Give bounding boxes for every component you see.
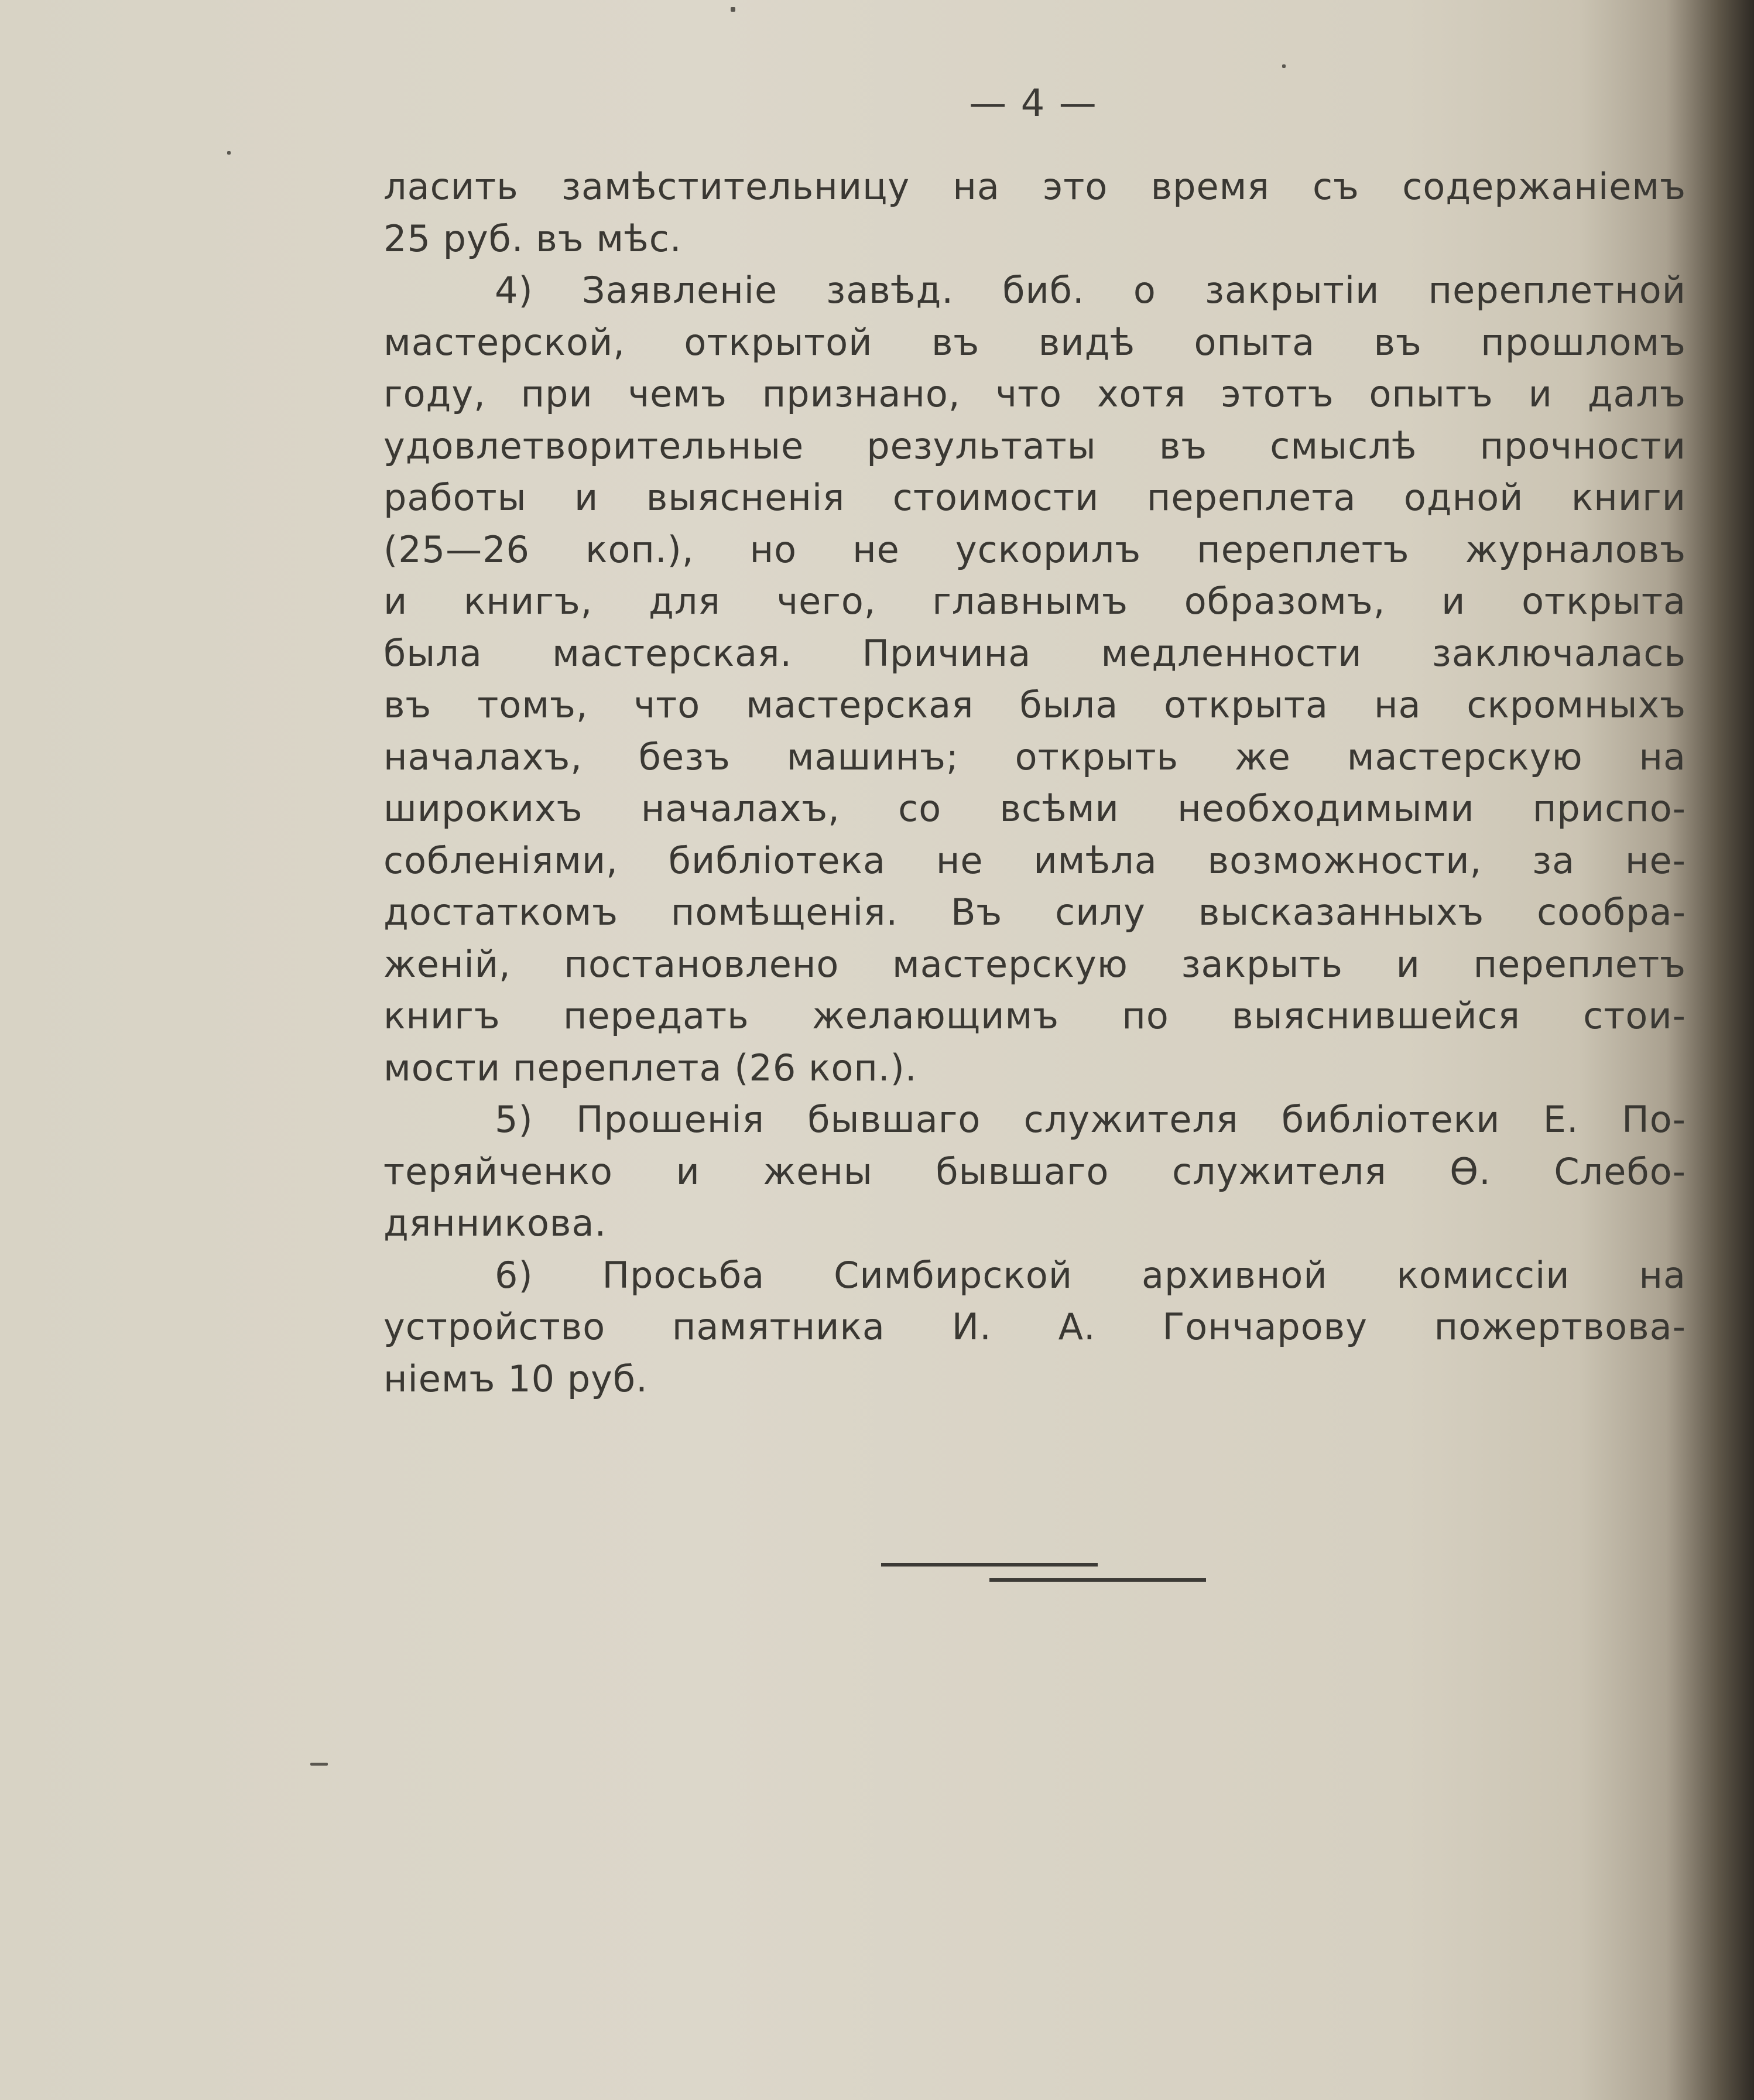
text-line: удовлетворительные результаты въ смыслѣ прочности bbox=[383, 424, 1686, 467]
text-line: (25—26 коп.), но не ускорилъ переплетъ журналовъ bbox=[383, 528, 1686, 571]
text-line: началахъ, безъ машинъ; открыть же мастерскую на bbox=[383, 735, 1686, 778]
page-number: — 4 — bbox=[969, 82, 1098, 125]
text-line: дянникова. bbox=[383, 1202, 607, 1244]
text-line: мости переплета (26 коп.). bbox=[383, 1046, 917, 1089]
text-line: и книгъ, для чего, главнымъ образомъ, и открыта bbox=[383, 580, 1686, 623]
text-line: году, при чемъ признано, что хотя этотъ опытъ и далъ bbox=[383, 372, 1686, 415]
text-line: была мастерская. Причина медленности заключалась bbox=[383, 631, 1686, 675]
paper-speck bbox=[227, 151, 231, 155]
paper-speck bbox=[310, 1763, 328, 1766]
text-line: достаткомъ помѣщенiя. Въ силу высказанныхъ сообра- bbox=[383, 891, 1686, 933]
text-line: 5) Прошенiя бывшаго служителя библiотеки Е. По- bbox=[495, 1098, 1686, 1141]
text-line: мастерской, открытой въ видѣ опыта въ прошломъ bbox=[383, 320, 1686, 364]
text-line: теряйченко и жены бывшаго служителя Ѳ. Слебо- bbox=[383, 1150, 1686, 1193]
text-line: собленiями, библiотека не имѣла возможности, за не- bbox=[383, 839, 1686, 882]
text-line: 6) Просьба Симбирской архивной комиссiи на bbox=[495, 1253, 1686, 1297]
text-line: книгъ передать желающимъ по выяснившейся стои- bbox=[383, 994, 1686, 1037]
text-line: женiй, постановлено мастерскую закрыть и переплетъ bbox=[383, 942, 1686, 986]
text-line: 4) Заявленiе завѣд. биб. о закрытiи переплетной bbox=[495, 269, 1686, 312]
text-line: ласить замѣстительницу на это время съ содержанiемъ bbox=[383, 165, 1686, 208]
text-line: устройство памятника И. А. Гончарову пожертвова- bbox=[383, 1305, 1686, 1348]
text-line: работы и выясненiя стоимости переплета одной книги bbox=[383, 476, 1686, 519]
paper-speck bbox=[731, 7, 735, 12]
paper-speck bbox=[1282, 64, 1286, 68]
text-line: въ томъ, что мастерская была открыта на скромныхъ bbox=[383, 683, 1686, 726]
end-rule-lower bbox=[989, 1578, 1206, 1582]
text-line: широкихъ началахъ, со всѣми необходимыми приспо- bbox=[383, 787, 1686, 830]
text-line: нiемъ 10 руб. bbox=[383, 1357, 648, 1400]
text-line: 25 руб. въ мѣс. bbox=[383, 217, 682, 260]
page-text bbox=[383, 161, 1686, 1405]
end-rule-upper bbox=[881, 1563, 1098, 1567]
